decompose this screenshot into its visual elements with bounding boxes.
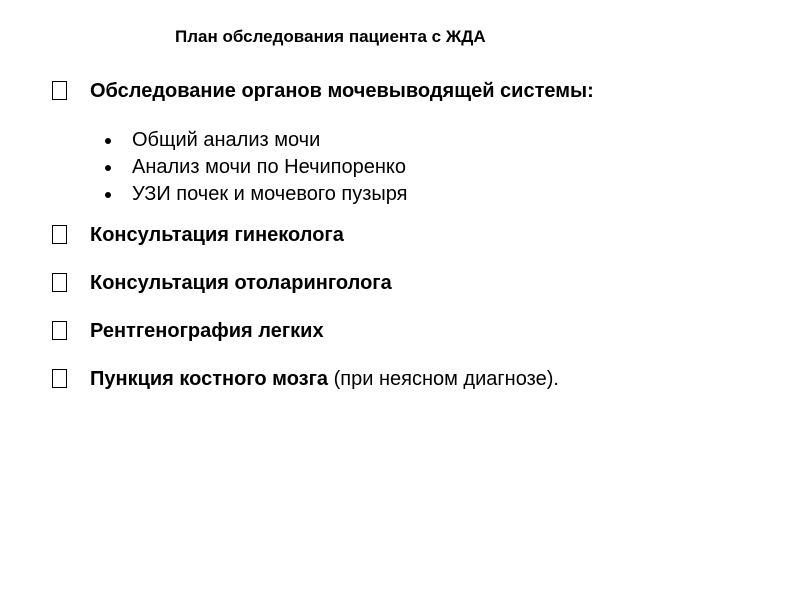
- list-item-label: Консультация гинеколога: [90, 224, 344, 246]
- list-item-label: Рентгенография легких: [90, 320, 324, 342]
- list-item-note: (при неясном диагнозе).: [328, 368, 559, 390]
- list-item-label: [90, 368, 559, 391]
- square-marker-icon: [52, 369, 67, 388]
- bullet-dot-icon: [105, 165, 111, 171]
- bullet-dot-icon: [105, 138, 111, 144]
- sublist-item-label: Анализ мочи по Нечипоренко: [132, 156, 407, 178]
- list-item-label: Обследование органов мочевыводящей системы:: [90, 80, 594, 102]
- bullet-dot-icon: [105, 192, 111, 198]
- square-marker-icon: [52, 321, 67, 340]
- square-marker-icon: [52, 273, 67, 292]
- list-item-main-text: Пункция костного мозга: [90, 368, 329, 390]
- list-item-label: Консультация отоларинголога: [90, 272, 392, 294]
- square-marker-icon: [52, 81, 67, 100]
- slide-title: План обследования пациента с ЖДА: [175, 27, 486, 46]
- sublist-item-label: УЗИ почек и мочевого пузыря: [132, 183, 408, 205]
- sublist-item-label: Общий анализ мочи: [132, 129, 321, 151]
- square-marker-icon: [52, 225, 67, 244]
